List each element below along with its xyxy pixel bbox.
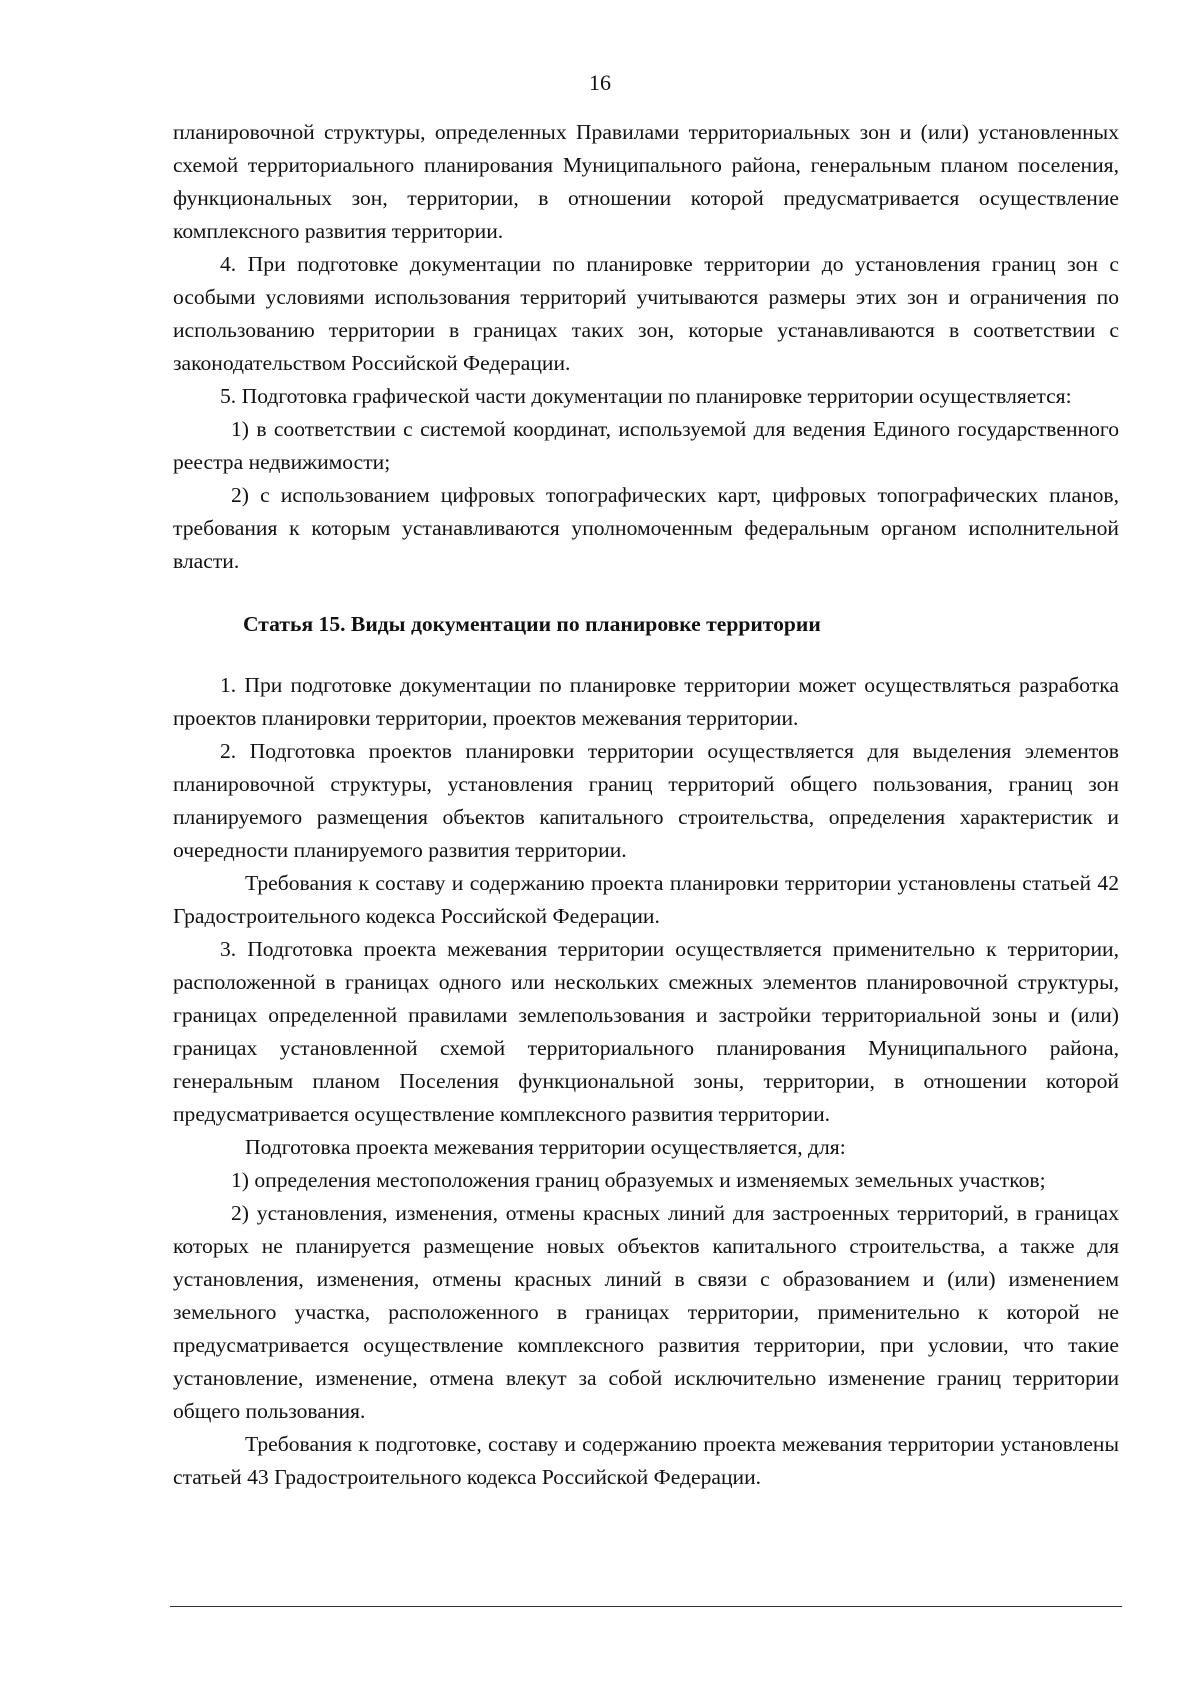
subitem-5-1: 1) в соответствии с системой координат, используемой для ведения Единого государственного реестра недвижимости; bbox=[173, 417, 1119, 474]
subitem-5-2: 2) с использованием цифровых топографических карт, цифровых топографических планов, требования к которым устанавливаются уполномоченным федеральным органом исполнительной власти. bbox=[173, 483, 1119, 573]
article-15-item-3: 3. Подготовка проекта межевания территории осуществляется применительно к территории, расположенной в границах одного или нескольких смежных элементов планировочной структуры, границах определенной правилами землепользования и застройки территориальной зоны и (или) границах установленной схемой территориального планирования Муниципального района, генеральным планом Поселения функциональной зоны, территории, в отношении которой предусматривается осуществление комплексного развития территории. bbox=[173, 937, 1119, 1126]
page-number: 16 bbox=[589, 70, 611, 95]
article-15-heading: Статья 15. Виды документации по планировке территории bbox=[243, 612, 821, 636]
surveying-project-requirements: Требования к подготовке, составу и содержанию проекта межевания территории установлены статьей 43 Градостроительного кодекса Российской Федерации. bbox=[173, 1432, 1119, 1489]
paragraph-item-5: 5. Подготовка графической части документации по планировке территории осуществляется: bbox=[220, 384, 1072, 408]
article-15-item-2: 2. Подготовка проектов планировки территории осуществляется для выделения элементов планировочной структуры, установления границ территорий общего пользования, границ зон планируемого размещения объектов капитального строительства, определения характеристик и очередности планируемого развития территории. bbox=[173, 739, 1119, 862]
surveying-project-purposes: Подготовка проекта межевания территории осуществляется, для: bbox=[245, 1135, 846, 1159]
article-15-item-1: 1. При подготовке документации по планировке территории может осуществляться разработка проектов планировки территории, проектов межевания территории. bbox=[173, 673, 1119, 730]
planning-project-requirements: Требования к составу и содержанию проекта планировки территории установлены статьей 42 Градостроительного кодекса Российской Федерации. bbox=[173, 871, 1119, 928]
paragraph-continuation: планировочной структуры, определенных Правилами территориальных зон и (или) установленных схемой территориального планирования Муниципального района, генеральным планом поселения, функциональных зон, территории, в отношении которой предусматривается осуществление комплексного развития территории. bbox=[173, 120, 1119, 243]
footer-divider bbox=[170, 1606, 1122, 1607]
surveying-purpose-1: 1) определения местоположения границ образуемых и изменяемых земельных участков; bbox=[231, 1168, 1046, 1192]
document-body bbox=[173, 116, 1119, 1494]
surveying-purpose-2: 2) установления, изменения, отмены красных линий для застроенных территорий, в границах которых не планируется размещение новых объектов капитального строительства, а также для установления, изменения, отмены красных линий в связи с образованием и (или) изменением земельного участка, расположенного в границах территории, применительно к которой не предусматривается осуществление комплексного развития территории, при условии, что такие установление, изменение, отмена влекут за собой исключительно изменение границ территории общего пользования. bbox=[173, 1201, 1119, 1423]
paragraph-item-4: 4. При подготовке документации по планировке территории до установления границ зон с особыми условиями использования территорий учитываются размеры этих зон и ограничения по использованию территории в границах таких зон, которые устанавливаются в соответствии с законодательством Российской Федерации. bbox=[173, 252, 1119, 375]
